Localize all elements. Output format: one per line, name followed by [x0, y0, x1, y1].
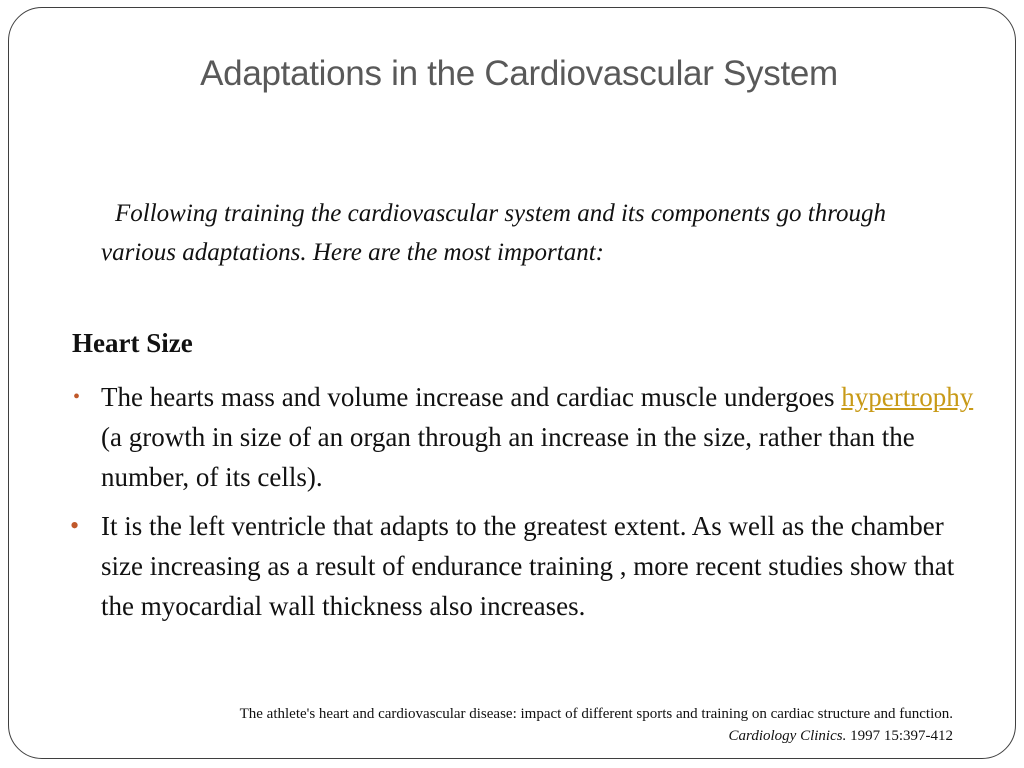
reference-source — [53, 725, 953, 747]
reference-details: 1997 15:397-412 — [846, 728, 953, 744]
bullet-dot-icon: • — [73, 386, 81, 408]
section-heading: Heart Size — [72, 328, 193, 358]
reference-title: The athlete's heart and cardiovascular disease: impact of different sports and training on cardiac structure and function. — [239, 706, 953, 722]
bullet-dot-icon: • — [70, 511, 80, 540]
slide-title: Adaptations in the Cardiovascular System — [200, 54, 838, 93]
bullet-item — [73, 377, 991, 497]
reference-citation — [53, 703, 953, 747]
slide-frame — [8, 7, 1016, 759]
bullet-text-before-link: The hearts mass and volume increase and cardiac muscle undergoes — [101, 382, 842, 412]
bullet-item — [70, 506, 991, 626]
reference-journal: Cardiology Clinics. — [728, 728, 847, 744]
intro-paragraph — [101, 194, 931, 272]
bullet-text: It is the left ventricle that adapts to the greatest extent. As well as the chamber size increasing as a result of endurance training , more recent studies show that the myocardial wall thickness also increases. — [101, 511, 955, 621]
bullet-list — [70, 377, 991, 635]
bullet-text-after-link: (a growth in size of an organ through an increase in the size, rather than the number, of its cells). — [101, 422, 915, 492]
hypertrophy-link[interactable]: hypertrophy — [841, 382, 974, 412]
intro-text: Following training the cardiovascular system and its components go through various adaptations. Here are the most important: — [101, 200, 887, 266]
